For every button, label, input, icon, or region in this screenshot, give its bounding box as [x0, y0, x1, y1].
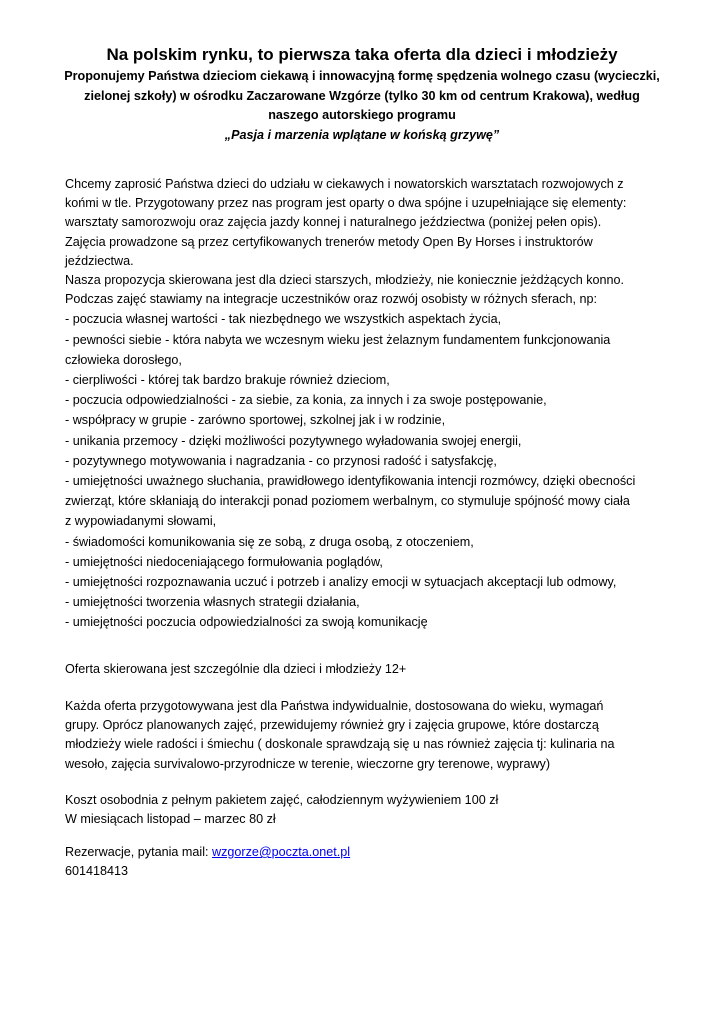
- subtitle-line: Proponujemy Państwa dzieciom ciekawą i innowacyjną formę spędzenia wolnego czasu (wycieczki,: [64, 69, 660, 83]
- intro-line: Zajęcia prowadzone są przez certyfikowanych trenerów metody Open By Horses i instruktorów: [65, 234, 593, 249]
- list-item: - umiejętności niedoceniającego formułowania poglądów,: [65, 554, 383, 569]
- intro-line: warsztaty samorozwoju oraz zajęcia jazdy konnej i naturalnego jeździectwa (poniżej pełen opis).: [65, 215, 602, 230]
- subtitle: [60, 67, 664, 145]
- subtitle-line: naszego autorskiego programu: [268, 108, 456, 122]
- contact-section: [65, 843, 690, 881]
- page-title: Na polskim rynku, to pierwsza taka oferta dla dzieci i młodzieży: [106, 45, 618, 64]
- list-item: - pewności siebie - która nabyta we wczesnym wieku jest żelaznym fundamentem funkcjonowania: [65, 332, 611, 347]
- list-item: - poczucia własnej wartości - tak niezbędnego we wszystkich aspektach życia,: [65, 312, 502, 327]
- offer-line: Każda oferta przygotowywana jest dla Państwa indywidualnie, dostosowana do wieku, wymagań: [65, 699, 604, 713]
- intro-line: Podczas zajęć stawiamy na integracje uczestników oraz rozwój osobisty w różnych sferach, np:: [65, 292, 597, 307]
- list-item: - pozytywnego motywowania i nagradzania - co przynosi radość i satysfakcję,: [65, 453, 497, 468]
- intro-line: jeździectwa.: [65, 253, 134, 268]
- intro-line: Chcemy zaprosić Państwa dzieci do udziału w ciekawych i nowatorskich warsztatach rozwojowych z: [65, 177, 624, 191]
- offer-line: wesoło, zajęcia survivalowo-przyrodnicze w terenie, wieczorne gry terenowe, wyprawy): [65, 756, 551, 771]
- subtitle-line: zielonej szkoły) w ośrodku Zaczarowane Wzgórze (tylko 30 km od centrum Krakowa), według: [84, 88, 640, 103]
- price-line: Koszt osobodnia z pełnym pakietem zajęć, całodziennym wyżywieniem 100 zł: [65, 793, 499, 807]
- list-item: - umiejętności rozpoznawania uczuć i potrzeb i analizy emocji w sytuacjach akceptacji lub odmowy,: [65, 575, 617, 590]
- list-item: - świadomości komunikowania się ze sobą, z druga osobą, z otoczeniem,: [65, 534, 474, 549]
- list-item: - współpracy w grupie - zarówno sportowej, szkolnej jak i w rodzinie,: [65, 413, 446, 428]
- email-link[interactable]: wzgorze@poczta.onet.pl: [212, 845, 351, 859]
- pricing-section: [65, 791, 690, 829]
- skills-list: [65, 309, 690, 632]
- target-audience: Oferta skierowana jest szczególnie dla dzieci i młodzieży 12+: [65, 662, 407, 676]
- list-item: zwierząt, które skłaniają do interakcji ponad poziomem werbalnym, co stymuluje spójność mowy ciała: [65, 494, 630, 509]
- offer-section: [65, 697, 690, 774]
- list-item: - umiejętności tworzenia własnych strategii działania,: [65, 595, 360, 610]
- intro-line: Nasza propozycja skierowana jest dla dzieci starszych, młodzieży, nie koniecznie jeżdżących konno.: [65, 273, 625, 288]
- intro-line: końmi w tle. Przygotowany przez nas program jest oparty o dwa spójne i uzupełniające się elementy:: [65, 196, 627, 211]
- list-item: z wypowiadanymi słowami,: [65, 514, 217, 529]
- offer-line: młodzieży wiele radości i śmiechu ( doskonale sprawdzają się u nas również zajęcia tj: kulinaria na: [65, 737, 615, 752]
- list-item: człowieka dorosłego,: [65, 352, 182, 367]
- program-name: „Pasja i marzenia wplątane w końską grzywę”: [224, 127, 500, 142]
- list-item: - umiejętności uważnego słuchania, prawidłowego identyfikowania intencji rozmówcy, dzięki obecności: [65, 474, 636, 489]
- contact-line: [65, 843, 690, 862]
- list-item: - umiejętności poczucia odpowiedzialności za swoją komunikację: [65, 615, 428, 630]
- offer-line: grupy. Oprócz planowanych zajęć, przewidujemy również gry i zajęcia grupowe, które dostarczą: [65, 718, 599, 733]
- list-item: - unikania przemocy - dzięki możliwości pozytywnego wyładowania swojej energii,: [65, 433, 522, 448]
- intro-section: [65, 175, 690, 633]
- list-item: - cierpliwości - której tak bardzo brakuje również dzieciom,: [65, 373, 390, 388]
- contact-label: Rezerwacje, pytania mail:: [65, 845, 212, 859]
- phone-number: 601418413: [65, 864, 129, 879]
- list-item: - poczucia odpowiedzialności - za siebie, za konia, za innych i za swoje postępowanie,: [65, 393, 547, 408]
- price-line-season: W miesiącach listopad – marzec 80 zł: [65, 812, 276, 827]
